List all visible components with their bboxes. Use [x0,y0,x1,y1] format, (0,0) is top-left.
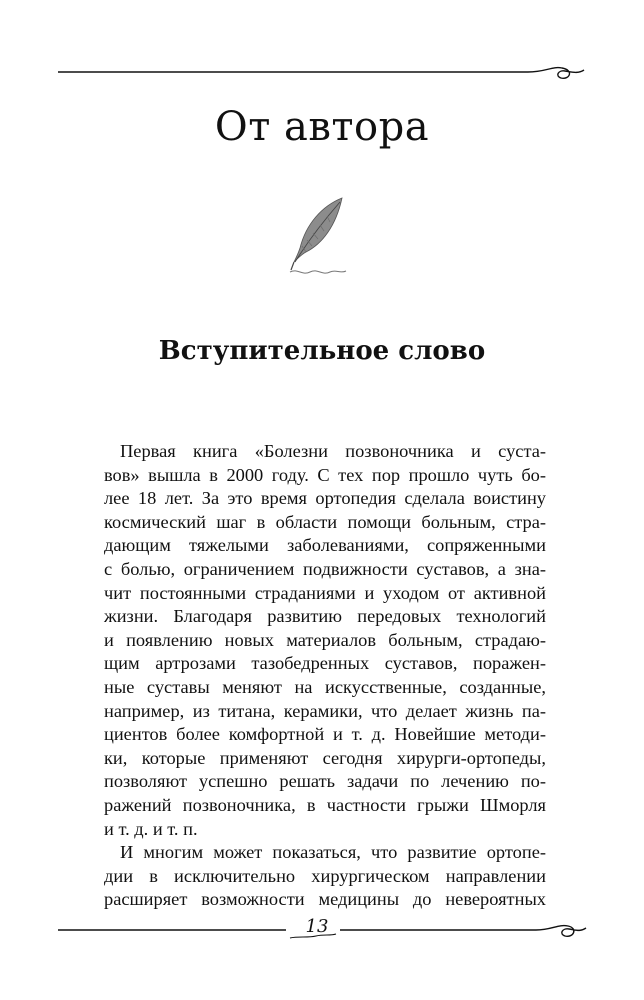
paragraph-2 [104,841,546,912]
text-line: лее 18 лет. За это время ортопедия сделала воистину [104,488,546,509]
text-line: вов» вышла в 2000 году. С тех пор прошло чуть бо- [104,464,546,485]
top-ornamental-rule [58,60,588,86]
text-line: расширяет возможности медицины до невероятных [104,889,546,910]
text-line: дающим тяжелыми заболеваниями, сопряженными [104,535,546,556]
text-line: дии в исключительно хирургическом направлении [104,865,546,886]
chapter-heading: От автора [214,104,430,150]
quill-pen-icon [282,196,352,282]
text-line: жизни. Благодаря развитию передовых технологий [104,606,546,627]
text-line: ражений позвоночника, в частности грыжи Шморля [104,794,546,815]
text-line: например, из титана, керамики, что делает жизнь па- [104,700,546,721]
text-line: позволяют успешно решать задачи по лечению по- [104,771,546,792]
section-subheading: Вступительное слово [158,336,486,366]
text-line: космический шаг в области помощи больным, стра- [104,511,546,532]
text-line: чит постоянными страданиями и уходом от активной [104,582,546,603]
text-line: с болью, ограничением подвижности суставов, а зна- [104,558,546,579]
text-line: ные суставы меняют на искусственные, созданные, [104,676,546,697]
text-line: и т. д. и т. п. [104,818,198,839]
text-line: и появлению новых материалов больным, страдаю- [104,629,546,650]
text-line: И многим может показаться, что развитие ортопе- [120,842,546,863]
text-line: циентов более комфортной и т. д. Новейшие методи- [104,724,546,745]
text-line: ки, которые применяют сегодня хирурги-ортопеды, [104,747,546,768]
paragraph-1 [104,440,546,841]
body-text [104,440,546,912]
text-line: Первая книга «Болезни позвоночника и суста- [120,441,546,461]
page-number: 13 [305,916,329,937]
text-line: щим артрозами тазобедренных суставов, поражен- [104,653,546,674]
